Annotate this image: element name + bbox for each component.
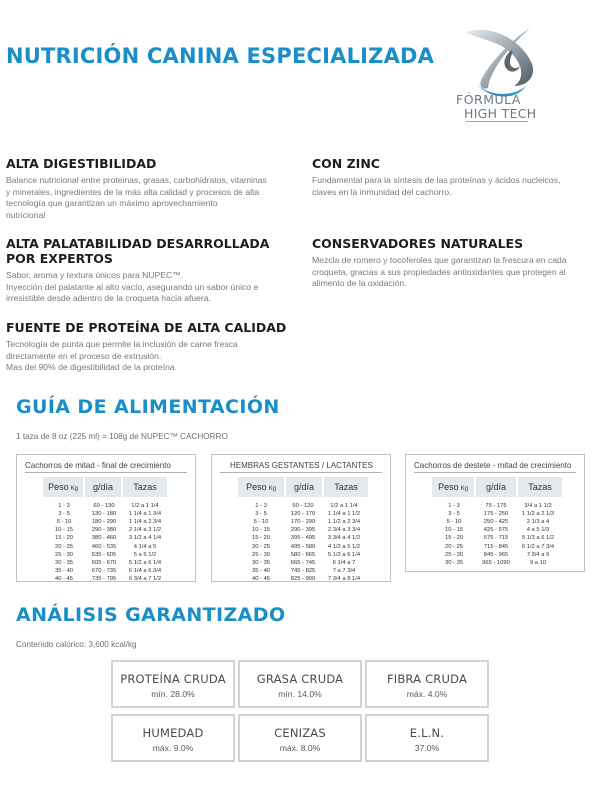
- feeding-table-pregnant-lactating: [211, 454, 391, 582]
- analysis-box-eln: [365, 714, 489, 762]
- table-header: [238, 477, 368, 497]
- col-cups-header: Tazas: [518, 477, 562, 497]
- feature-text: Balance nutricional entre proteinas, grasas, carbohidratos, vitaminas y minerales, ingredientes de la más alta calidad y procesos de alta tecnología que garantizan un máximo aprovechamiento nutricional: [6, 175, 267, 220]
- analysis-name: PROTEÍNA CRUDA: [120, 672, 226, 686]
- table-row: 15 - 20 395 - 495 3 3/4 a 4 1/2: [251, 535, 361, 542]
- feature-zinc: [312, 156, 600, 198]
- table-row: 10 - 15 290 - 395 2 3/4 a 3 3/4: [251, 527, 361, 534]
- analysis-value: 37.0%: [414, 743, 440, 753]
- feature-text: Tecnología de punta que permite la inclusión de carne fresca directamente en el proceso de extrusión. Mas del 90% de digestibilidad de la proteína.: [6, 339, 238, 372]
- feature-proteina: [6, 320, 296, 374]
- table-row: 40 - 45 735 - 795 6 3/4 a 7 1/2: [54, 575, 162, 582]
- analysis-value: mín. 28.0%: [151, 689, 195, 699]
- col-cups-header: Tazas: [324, 477, 368, 497]
- table-header: [43, 477, 167, 497]
- table-row: 30 - 35 605 - 670 5 1/2 a 6 1/4: [54, 559, 162, 566]
- table-row: 30 - 35 965 - 1090 9 a 10: [444, 559, 547, 566]
- col-grams-header: g/día: [476, 477, 516, 497]
- table-row: 3 - 5 130 - 180 1 1/4 a 1 3/4: [58, 511, 162, 518]
- logo-word-formula: FÓRMULA: [456, 92, 521, 107]
- table-row: 25 - 30 580 - 665 5 1/2 a 6 1/4: [251, 551, 361, 558]
- table-row: 25 - 30 535 - 605 5 a 5 1/2: [54, 551, 157, 558]
- table-row: 20 - 25 495 - 580 4 1/2 a 5 1/2: [251, 543, 361, 550]
- table-row: 5 - 10 170 - 290 1 1/2 a 2 3/4: [253, 519, 361, 526]
- table-body: [432, 502, 560, 567]
- feature-text: Sabor, aroma y textura únicos para NUPEC™. Inyección del palatante al alto vacío, asegurando un sabor único e irresistible desde adentro de la croqueta hacia afuera.: [6, 270, 259, 303]
- feature-title: CONSERVADORES NATURALES: [312, 236, 524, 251]
- table-row: 1 - 3 75 - 175 3/4 a 1 1/2: [448, 503, 552, 510]
- table-divider: [220, 472, 382, 473]
- table-title: HEMBRAS GESTANTES / LACTANTES: [230, 461, 373, 470]
- cup-equivalence-note: 1 taza de 8 oz (225 ml) = 108g de NUPEC™ CACHORRO: [16, 432, 228, 441]
- table-row: 3 - 5 175 - 250 1 1/2 a 2 1/3: [448, 511, 555, 518]
- feature-title: FUENTE DE PROTEÍNA DE ALTA CALIDAD: [6, 320, 287, 335]
- table-row: 5 - 10 250 - 425 2 1/3 a 4: [446, 519, 550, 526]
- caloric-content: Contenido calórico: 3,600 kcal/kg: [16, 640, 137, 649]
- feature-title: CON ZINC: [312, 156, 380, 171]
- feature-text: Fundamental para la síntesis de las proteínas y ácidos nucleicos, claves en la inmunidad del cachorro.: [312, 175, 561, 197]
- analysis-box-cenizas: [238, 714, 362, 762]
- analysis-name: HUMEDAD: [142, 726, 204, 740]
- table-body: [43, 502, 167, 582]
- col-weight-header: Peso Kg: [43, 477, 83, 497]
- feeding-table-late-growth: [16, 454, 196, 582]
- feeding-table-weaning: [405, 454, 585, 572]
- analysis-value: mín. 14.0%: [278, 689, 322, 699]
- table-title: Cachorros de destete - mitad de crecimiento: [414, 461, 572, 470]
- analysis-name: FIBRA CRUDA: [386, 672, 468, 686]
- analysis-box-fibra: [365, 660, 489, 708]
- table-row: 1 - 3 60 - 130 1/2 a 1 1/4: [58, 503, 159, 510]
- table-row: 15 - 20 575 - 715 5 1/3 a 6 1/2: [444, 535, 555, 542]
- col-weight-header: Peso Kg: [432, 477, 474, 497]
- table-header: [432, 477, 562, 497]
- col-weight-header: Peso Kg: [238, 477, 284, 497]
- col-cups-header: Tazas: [123, 477, 167, 497]
- table-row: 30 - 35 665 - 745 6 1/4 a 7: [251, 559, 356, 566]
- analysis-name: E.L.N.: [409, 726, 445, 740]
- table-row: 35 - 40 670 - 735 6 1/4 a 6 3/4: [54, 567, 162, 574]
- analysis-box-proteina: [111, 660, 235, 708]
- analysis-box-grasa: [238, 660, 362, 708]
- table-row: 1 - 3 50 - 120 1/2 a 1 1/4: [255, 503, 358, 510]
- page-title: NUTRICIÓN CANINA ESPECIALIZADA: [6, 44, 435, 68]
- table-body: [238, 502, 366, 582]
- table-row: 35 - 40 745 - 825 7 a 7 3/4: [251, 567, 356, 574]
- table-row: 10 - 15 425 - 575 4 a 5 1/3: [444, 527, 550, 534]
- table-row: 20 - 25 715 - 845 6 1/2 a 7 3/4: [444, 543, 555, 550]
- analysis-name: GRASA CRUDA: [256, 672, 344, 686]
- col-grams-header: g/día: [286, 477, 322, 497]
- analysis-title: ANÁLISIS GARANTIZADO: [16, 604, 286, 626]
- analysis-value: máx. 9.0%: [152, 743, 194, 753]
- table-row: 5 - 10 180 - 290 1 1/4 a 2 3/4: [56, 519, 162, 526]
- col-grams-header: g/día: [85, 477, 121, 497]
- analysis-name: CENIZAS: [274, 726, 326, 740]
- logo-word-high-tech: HIGH TECH: [464, 106, 537, 121]
- feeding-guide-title: GUÍA DE ALIMENTACIÓN: [16, 396, 280, 418]
- analysis-value: máx. 8.0%: [279, 743, 321, 753]
- analysis-box-humedad: [111, 714, 235, 762]
- feature-palatabilidad: [6, 236, 296, 305]
- feature-digestibilidad: [6, 156, 296, 221]
- analysis-value: máx. 4.0%: [406, 689, 448, 699]
- table-row: 20 - 25 460 - 535 4 1/4 a 5: [54, 543, 157, 550]
- feature-title: ALTA DIGESTIBILIDAD: [6, 156, 157, 171]
- table-divider: [414, 472, 576, 473]
- table-row: 40 - 45 825 - 900 7 3/4 a 8 1/4: [251, 575, 361, 582]
- table-row: 15 - 20 380 - 460 3 1/2 a 4 1/4: [54, 535, 162, 542]
- feature-conservadores: [312, 236, 600, 290]
- table-row: 25 - 30 845 - 965 7 3/4 a 9: [444, 551, 550, 558]
- feature-text: Mezcla de romero y tocoferoles que garantizan la frescura en cada croqueta, gracias a sus propiedades antioxidantes que protegen al alimento de la oxidación.: [312, 255, 567, 288]
- table-divider: [25, 472, 187, 473]
- table-row: 3 - 5 120 - 170 1 1/4 a 1 1/2: [255, 511, 361, 518]
- table-title: Cachorros de mitad - final de crecimiento: [25, 461, 171, 470]
- table-row: 10 - 15 290 - 380 2 1/4 a 3 1/2: [54, 527, 162, 534]
- logo-underline: [466, 121, 528, 122]
- feature-title: ALTA PALATABILIDAD DESARROLLADA POR EXPERTOS: [6, 236, 270, 266]
